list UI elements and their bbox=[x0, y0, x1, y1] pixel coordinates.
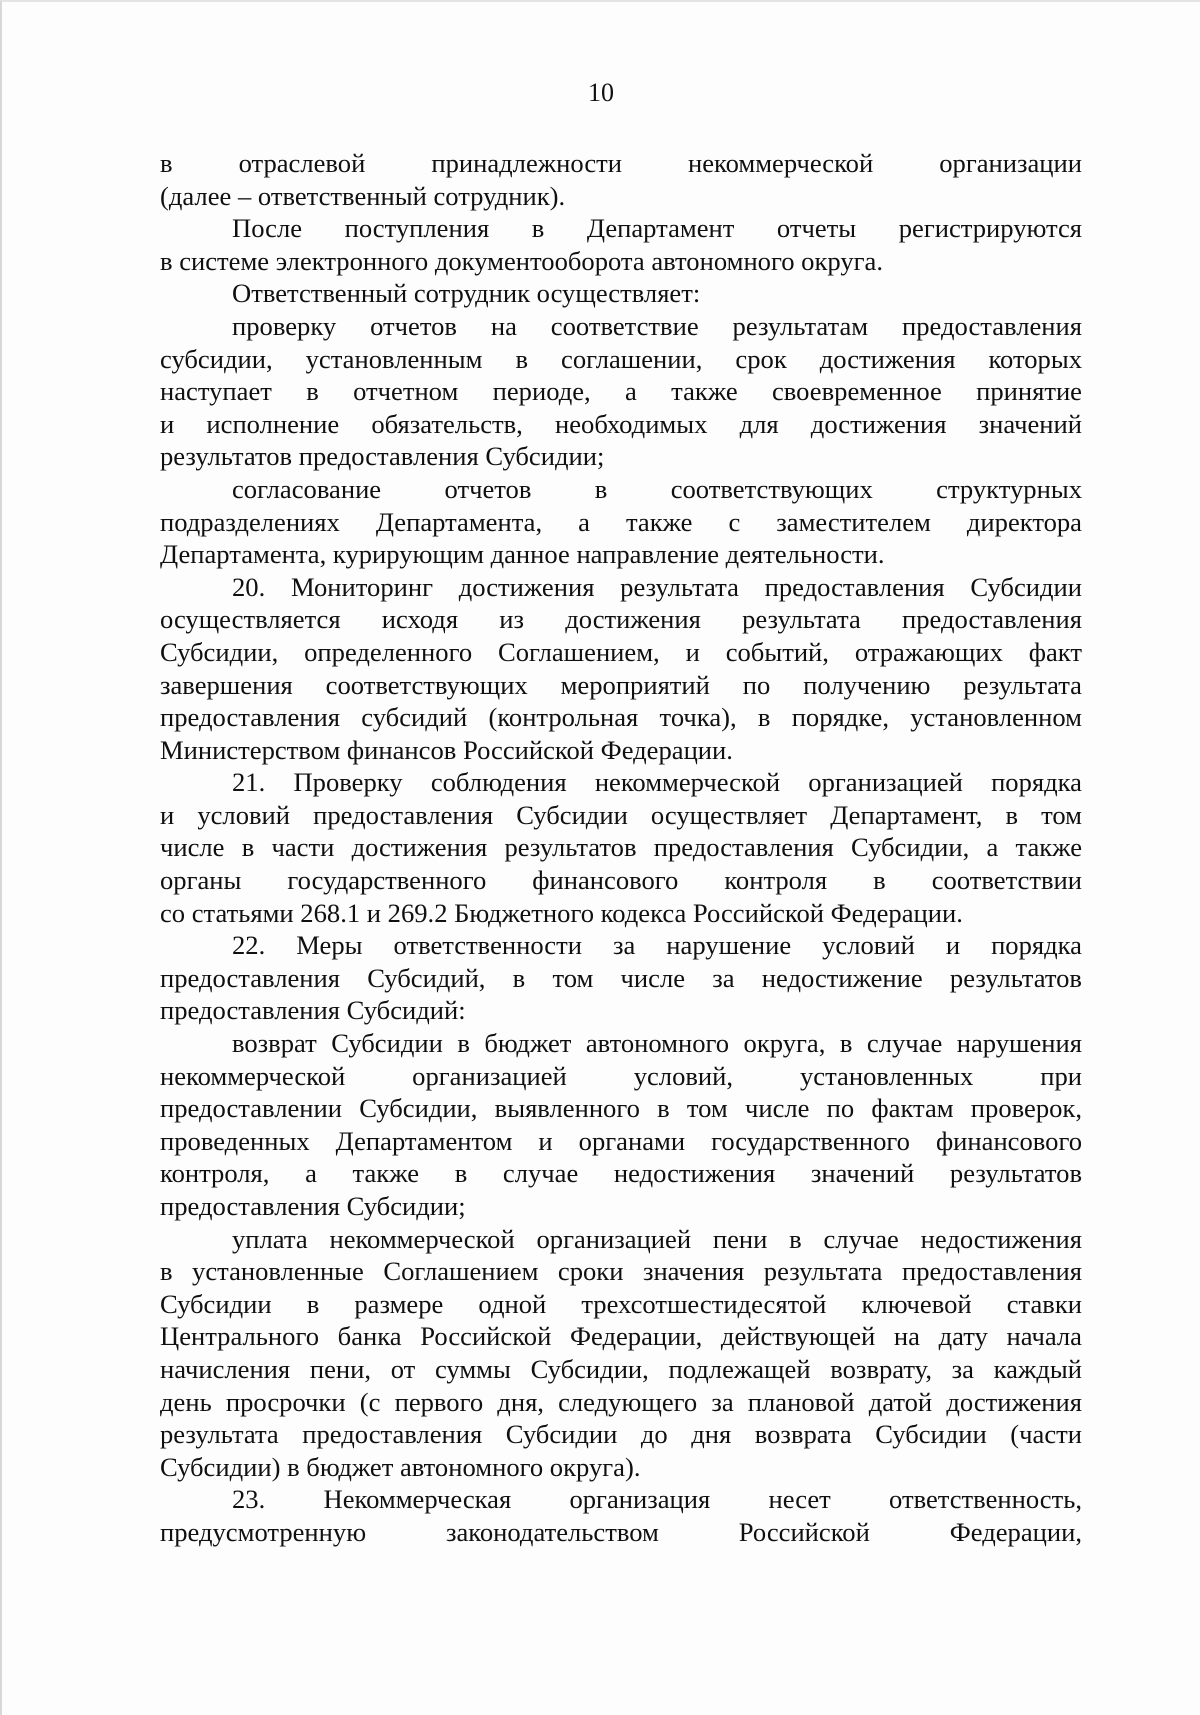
text-line: субсидии, установленным в соглашении, срок достижения которых bbox=[160, 343, 1082, 374]
text-line: наступает в отчетном периоде, а также своевременное принятие bbox=[160, 376, 1082, 407]
text-line: органы государственного финансового контроля в соответствии bbox=[160, 865, 1082, 896]
text-line: в отраслевой принадлежности некоммерческой организации bbox=[160, 148, 1082, 178]
text-line: результатов предоставления Субсидии; bbox=[160, 441, 605, 472]
text-line: результата предоставления Субсидии до дня возврата Субсидии (части bbox=[160, 1419, 1082, 1450]
text-line: 22. Меры ответственности за нарушение условий и порядка bbox=[232, 930, 1082, 961]
text-line: осуществляется исходя из достижения результата предоставления bbox=[160, 604, 1082, 635]
text-line: проверку отчетов на соответствие результатам предоставления bbox=[232, 310, 1082, 341]
text-line: некоммерческой организацией условий, установленных при bbox=[160, 1060, 1082, 1091]
text-line: предоставления Субсидий, в том числе за недостижение результатов bbox=[160, 962, 1082, 993]
text-line: предоставлении Субсидии, выявленного в том числе по фактам проверок, bbox=[160, 1093, 1082, 1124]
text-line: и исполнение обязательств, необходимых для достижения значений bbox=[160, 408, 1082, 439]
text-line: (далее – ответственный сотрудник). bbox=[160, 180, 566, 211]
text-line: Департамента, курирующим данное направление деятельности. bbox=[160, 539, 885, 570]
document-body bbox=[160, 147, 1082, 1549]
text-line: предоставления Субсидий: bbox=[160, 995, 466, 1026]
text-line: 21. Проверку соблюдения некоммерческой организацией порядка bbox=[232, 767, 1082, 798]
text-line: контроля, а также в случае недостижения значений результатов bbox=[160, 1158, 1082, 1189]
text-line: начисления пени, от суммы Субсидии, подлежащей возврату, за каждый bbox=[160, 1353, 1082, 1384]
text-line: подразделениях Департамента, а также с заместителем директора bbox=[160, 506, 1082, 537]
text-line: Центрального банка Российской Федерации, действующей на дату начала bbox=[160, 1321, 1082, 1352]
text-line: в системе электронного документооборота автономного округа. bbox=[160, 245, 883, 276]
text-line: уплата некоммерческой организацией пени в случае недостижения bbox=[232, 1223, 1082, 1254]
text-line: предусмотренную законодательством Российской Федерации, bbox=[160, 1516, 1082, 1547]
text-line: Субсидии, определенного Соглашением, и событий, отражающих факт bbox=[160, 636, 1082, 667]
text-line: завершения соответствующих мероприятий по получению результата bbox=[160, 669, 1082, 700]
text-line: числе в части достижения результатов предоставления Субсидии, а также bbox=[160, 832, 1082, 863]
text-line: После поступления в Департамент отчеты регистрируются bbox=[232, 213, 1082, 244]
text-line: и условий предоставления Субсидии осуществляет Департамент, в том bbox=[160, 799, 1082, 830]
text-line: 23. Некоммерческая организация несет ответственность, bbox=[232, 1484, 1082, 1515]
text-line: со статьями 268.1 и 269.2 Бюджетного кодекса Российской Федерации. bbox=[160, 897, 963, 928]
text-line: проведенных Департаментом и органами государственного финансового bbox=[160, 1125, 1082, 1156]
text-line: Субсидии) в бюджет автономного округа). bbox=[160, 1451, 641, 1482]
page-number: 10 bbox=[588, 78, 614, 107]
text-line: в установленные Соглашением сроки значения результата предоставления bbox=[160, 1256, 1082, 1287]
text-line: Ответственный сотрудник осуществляет: bbox=[232, 278, 701, 309]
text-line: согласование отчетов в соответствующих структурных bbox=[232, 473, 1082, 504]
text-line: Министерством финансов Российской Федерации. bbox=[160, 734, 733, 765]
text-line: возврат Субсидии в бюджет автономного округа, в случае нарушения bbox=[232, 1028, 1082, 1059]
text-line: 20. Мониторинг достижения результата предоставления Субсидии bbox=[232, 571, 1082, 602]
text-line: предоставления Субсидии; bbox=[160, 1191, 466, 1221]
text-line: предоставления субсидий (контрольная точка), в порядке, установленном bbox=[160, 702, 1082, 733]
text-line: день просрочки (с первого дня, следующего за плановой датой достижения bbox=[160, 1386, 1082, 1417]
text-line: Субсидии в размере одной трехсотшестидесятой ключевой ставки bbox=[160, 1288, 1082, 1319]
